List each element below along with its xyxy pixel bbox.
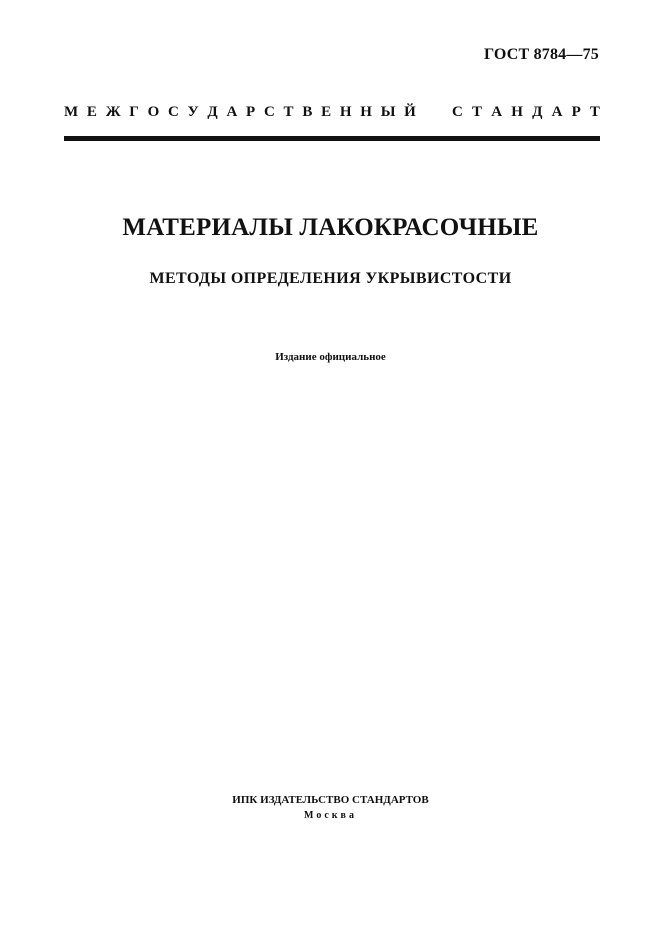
edition-note: Издание официальное: [275, 351, 386, 363]
heading-letter: М: [64, 104, 79, 120]
heading-letter: Т: [589, 104, 600, 120]
heading-letter: Д: [532, 104, 543, 120]
heading-letter: В: [302, 104, 313, 120]
heading-letter: Р: [246, 104, 256, 120]
heading-letter: Т: [472, 104, 483, 120]
heading-letter: У: [187, 104, 199, 120]
heading-letter: Н: [360, 104, 372, 120]
standard-type-word-2: [452, 104, 600, 121]
heading-letter: С: [452, 104, 463, 120]
standard-type-word-1: [64, 104, 416, 121]
heading-letter: О: [147, 104, 160, 120]
heading-letter: Ы: [380, 104, 396, 120]
document-subtitle: МЕТОДЫ ОПРЕДЕЛЕНИЯ УКРЫВИСТОСТИ: [149, 270, 512, 287]
heading-letter: С: [263, 104, 275, 120]
heading-letter: Н: [511, 104, 523, 120]
heading-letter: Н: [339, 104, 352, 120]
heading-letter: Е: [321, 104, 332, 120]
publisher-name: ИПК ИЗДАТЕЛЬСТВО СТАНДАРТОВ: [232, 794, 429, 806]
heading-letter: С: [168, 104, 179, 120]
heading-letter: Е: [86, 104, 97, 120]
standard-type-heading: [64, 104, 600, 121]
publisher-city: Москва: [304, 810, 357, 821]
document-title: МАТЕРИАЛЫ ЛАКОКРАСОЧНЫЕ: [122, 214, 539, 241]
heading-letter: Д: [207, 104, 218, 120]
heading-letter: Т: [283, 104, 294, 120]
heading-letter: Й: [404, 104, 416, 120]
heading-letter: А: [551, 104, 563, 120]
heading-letter: Г: [129, 104, 139, 120]
header-divider: [64, 136, 600, 141]
heading-letter: Р: [571, 104, 581, 120]
document-number: ГОСТ 8784—75: [483, 46, 599, 63]
heading-letter: А: [226, 104, 238, 120]
heading-letter: А: [491, 104, 503, 120]
heading-letter: Ж: [105, 104, 121, 120]
